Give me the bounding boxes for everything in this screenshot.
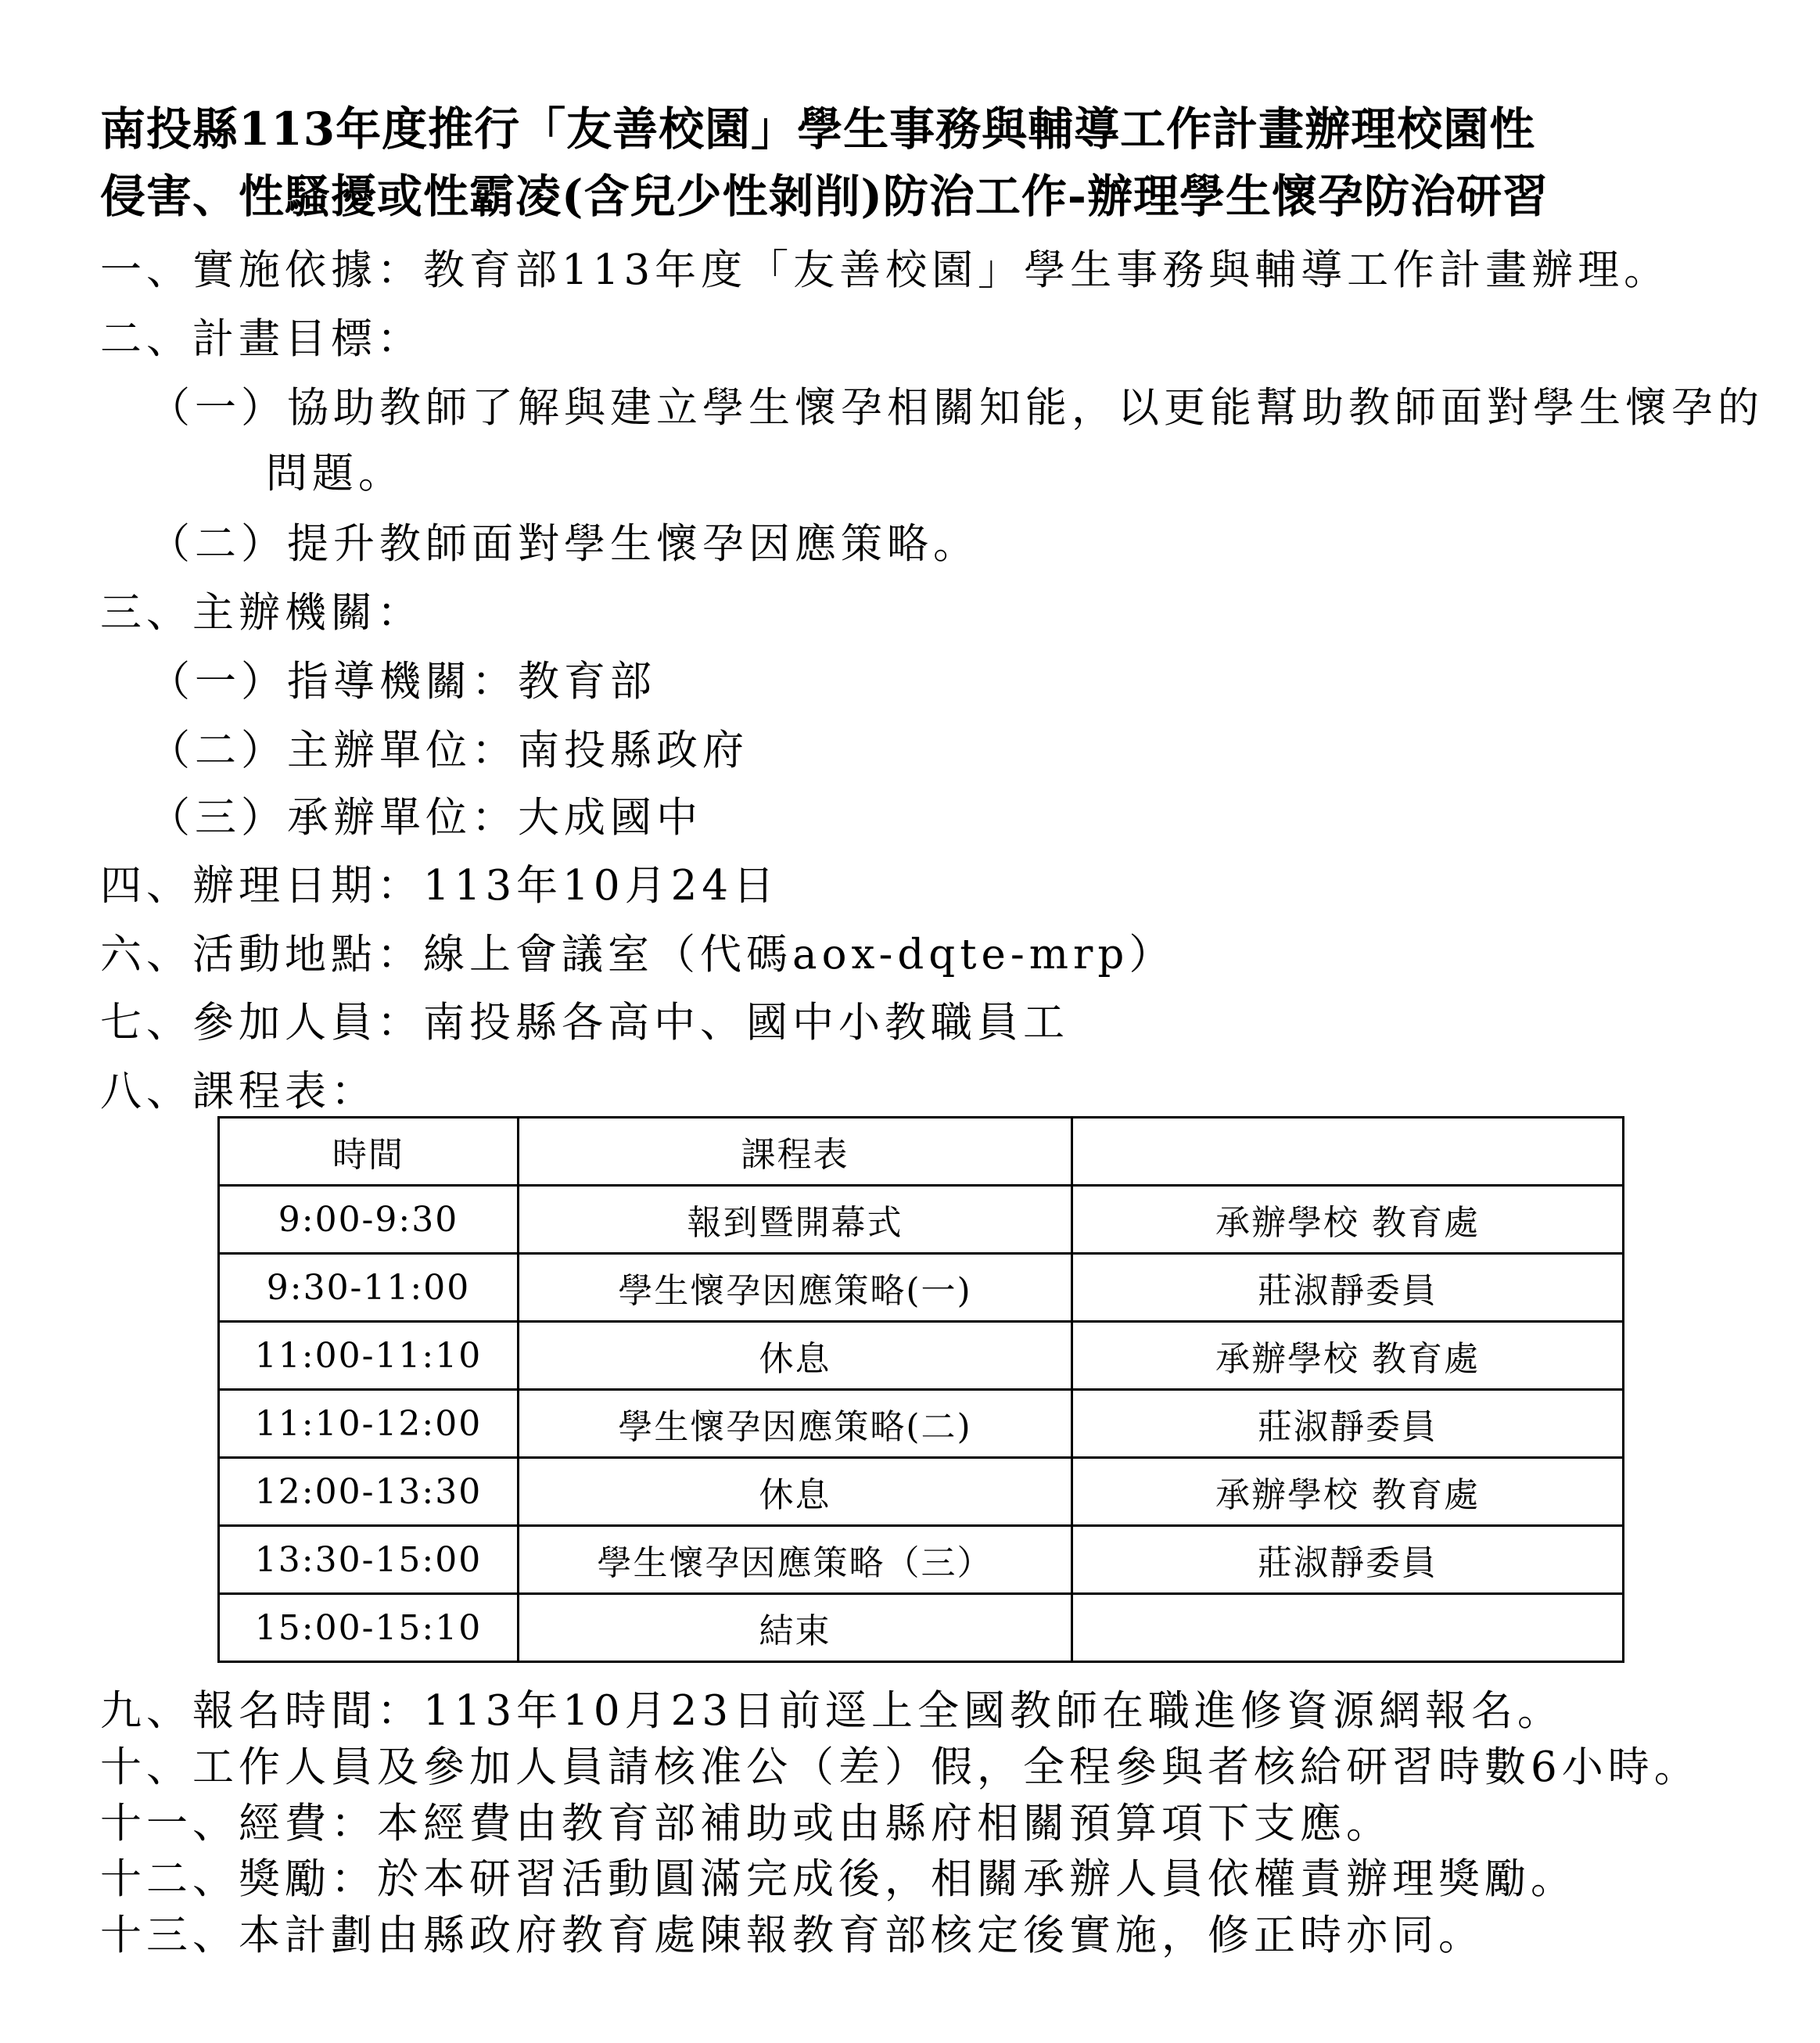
section-objectives-heading: 二、計畫目標：: [100, 315, 423, 363]
header-course: 課程表: [519, 1118, 1072, 1186]
table-row: [219, 1390, 1624, 1458]
cell-presenter: 莊淑靜委員: [1072, 1254, 1624, 1322]
table-row: [219, 1186, 1624, 1254]
document-title-line-1: 南投縣113年度推行「友善校園」學生事務與輔導工作計畫辦理校園性: [100, 102, 1536, 156]
section-schedule-heading: 八、課程表：: [100, 1068, 377, 1115]
cell-course: 休息: [519, 1458, 1072, 1526]
document-title-line-2: 侵害、性騷擾或性霸凌(含兒少性剝削)防治工作-辦理學生懷孕防治研習: [100, 170, 1549, 223]
cell-presenter: 承辦學校 教育處: [1072, 1458, 1624, 1526]
cell-course: 學生懷孕因應策略（三）: [519, 1526, 1072, 1594]
cell-presenter: 莊淑靜委員: [1072, 1526, 1624, 1594]
schedule-table: [217, 1116, 1624, 1663]
section-date: 四、辦理日期：113年10月24日: [100, 862, 780, 910]
cell-time: 15:00-15:10: [219, 1594, 519, 1662]
cell-time: 11:00-11:10: [219, 1322, 519, 1390]
organizer-supervising: （一）指導機關：教育部: [149, 658, 656, 706]
organizer-host: （二）主辦單位：南投縣政府: [149, 727, 748, 774]
cell-time: 12:00-13:30: [219, 1458, 519, 1526]
cell-presenter: 承辦學校 教育處: [1072, 1186, 1624, 1254]
cell-time: 9:30-11:00: [219, 1254, 519, 1322]
section-location: 六、活動地點：線上會議室（代碼aox-dqte-mrp）: [100, 931, 1176, 978]
cell-presenter: 莊淑靜委員: [1072, 1390, 1624, 1458]
table-row: [219, 1594, 1624, 1662]
table-row: [219, 1322, 1624, 1390]
section-funding: 十一、經費：本經費由教育部補助或由縣府相關預算項下支應。: [100, 1800, 1392, 1847]
cell-course: 學生懷孕因應策略(二): [519, 1390, 1072, 1458]
table-row: [219, 1254, 1624, 1322]
section-leave: 十、工作人員及參加人員請核准公（差）假，全程參與者核給研習時數6小時。: [100, 1743, 1700, 1791]
table-row: [219, 1526, 1624, 1594]
cell-course: 結束: [519, 1594, 1072, 1662]
cell-presenter: [1072, 1594, 1624, 1662]
section-implementation: 十三、本計劃由縣政府教育處陳報教育部核定後實施，修正時亦同。: [100, 1912, 1484, 1959]
cell-course: 學生懷孕因應策略(一): [519, 1254, 1072, 1322]
table-header-row: [219, 1118, 1624, 1186]
cell-time: 11:10-12:00: [219, 1390, 519, 1458]
section-registration: 九、報名時間：113年10月23日前逕上全國教師在職進修資源網報名。: [100, 1687, 1564, 1735]
header-presenter: [1072, 1118, 1624, 1186]
section-basis: 一、實施依據：教育部113年度「友善校園」學生事務與輔導工作計畫辦理。: [100, 246, 1671, 294]
cell-presenter: 承辦學校 教育處: [1072, 1322, 1624, 1390]
organizer-executing: （三）承辦單位：大成國中: [149, 794, 702, 842]
header-time: 時間: [219, 1118, 519, 1186]
objective-2: （二）提升教師面對學生懷孕因應策略。: [149, 520, 979, 568]
table-row: [219, 1458, 1624, 1526]
section-rewards: 十二、獎勵：於本研習活動圓滿完成後，相關承辦人員依權責辦理獎勵。: [100, 1855, 1577, 1903]
cell-time: 13:30-15:00: [219, 1526, 519, 1594]
cell-time: 9:00-9:30: [219, 1186, 519, 1254]
objective-1-continued: 問題。: [266, 450, 404, 497]
section-participants: 七、參加人員：南投縣各高中、國中小教職員工: [100, 999, 1069, 1047]
cell-course: 休息: [519, 1322, 1072, 1390]
objective-1: （一）協助教師了解與建立學生懷孕相關知能，以更能幫助教師面對學生懷孕的: [149, 384, 1764, 432]
section-organizers-heading: 三、主辦機關：: [100, 589, 423, 637]
cell-course: 報到暨開幕式: [519, 1186, 1072, 1254]
